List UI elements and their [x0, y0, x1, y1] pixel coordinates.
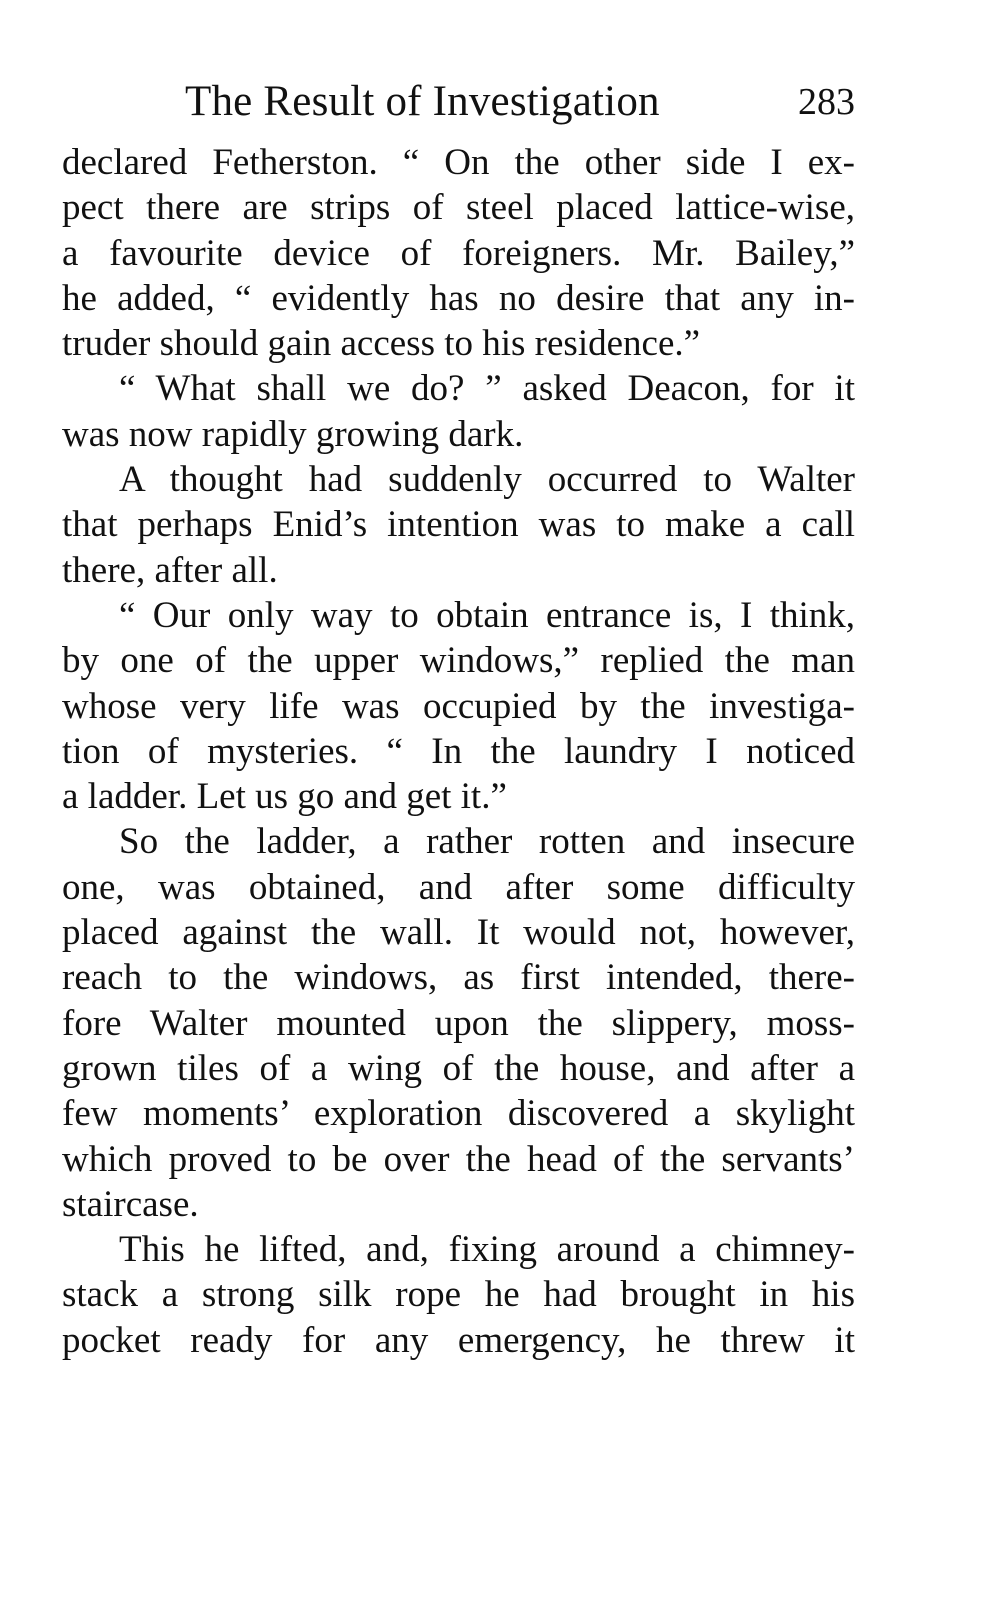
text-line: pocket ready for any emergency, he threw it	[62, 1319, 855, 1361]
running-header	[185, 72, 855, 132]
text-line: truder should gain access to his residence.”	[62, 323, 701, 365]
page-number: 283	[798, 81, 855, 123]
text-line: which proved to be over the head of the servants’	[62, 1138, 855, 1180]
text-line: staircase.	[62, 1183, 199, 1225]
text-line: So the ladder, a rather rotten and insecure	[119, 821, 855, 863]
text-line: declared Fetherston. “ On the other side I ex-	[62, 142, 855, 183]
text-line: by one of the upper windows,” replied the man	[62, 640, 855, 682]
body-text	[62, 140, 855, 1363]
text-line: “ What shall we do? ” asked Deacon, for it	[119, 368, 855, 410]
text-line: few moments’ exploration discovered a skylight	[62, 1093, 855, 1135]
text-line: This he lifted, and, fixing around a chimney-	[119, 1229, 855, 1271]
running-title: The Result of Investigation	[185, 78, 660, 125]
text-line: grown tiles of a wing of the house, and after a	[62, 1047, 855, 1089]
text-line: A thought had suddenly occurred to Walter	[119, 459, 855, 501]
text-line: pect there are strips of steel placed lattice-wise,	[62, 187, 855, 229]
text-line: that perhaps Enid’s intention was to make a call	[62, 504, 855, 546]
text-line: “ Our only way to obtain entrance is, I think,	[119, 594, 855, 636]
text-line: tion of mysteries. “ In the laundry I noticed	[62, 730, 855, 772]
text-line: whose very life was occupied by the investiga-	[62, 685, 855, 727]
text-line: a ladder. Let us go and get it.”	[62, 776, 507, 818]
text-line: one, was obtained, and after some difficulty	[62, 866, 855, 908]
text-line: was now rapidly growing dark.	[62, 413, 524, 455]
text-line: a favourite device of foreigners. Mr. Bailey,”	[62, 232, 855, 274]
text-line: he added, “ evidently has no desire that any in-	[62, 277, 855, 319]
text-line: reach to the windows, as first intended, there-	[62, 957, 855, 999]
text-line: fore Walter mounted upon the slippery, moss-	[62, 1002, 855, 1044]
text-line: there, after all.	[62, 549, 278, 591]
text-line: placed against the wall. It would not, however,	[62, 912, 855, 954]
text-line: stack a strong silk rope he had brought in his	[62, 1274, 855, 1316]
